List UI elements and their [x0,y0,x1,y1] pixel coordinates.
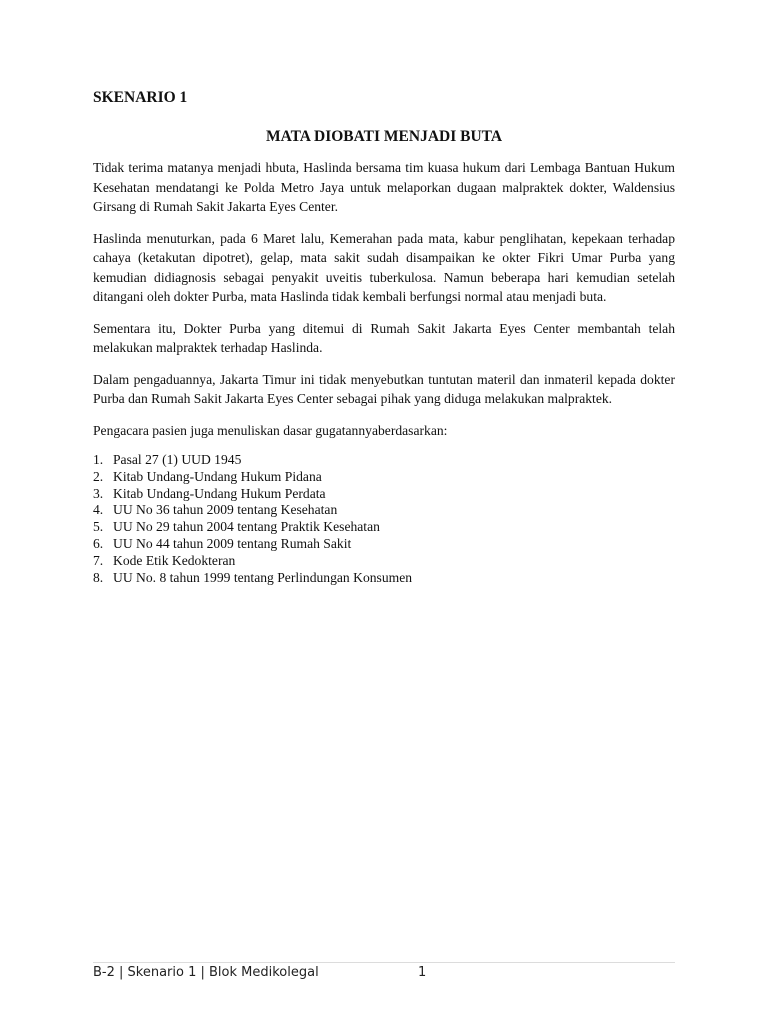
paragraph-3: Sementara itu, Dokter Purba yang ditemui di Rumah Sakit Jakarta Eyes Center membantah telah melakukan malpraktek terhadap Haslinda. [93,320,675,355]
list-item [93,469,675,486]
list-item-number: 5. [93,519,104,535]
list-item [93,452,675,469]
list-item [93,553,675,570]
list-item-number: 6. [93,535,104,551]
list-item [93,486,675,503]
list-item-number: 4. [93,502,104,518]
list-item [93,502,675,519]
list-item-text: Kitab Undang-Undang Hukum Perdata [113,485,326,501]
document-title: MATA DIOBATI MENJADI BUTA [265,128,503,145]
list-item-text: Kitab Undang-Undang Hukum Pidana [113,468,322,484]
paragraph-4: Dalam pengaduannya, Jakarta Timur ini tidak menyebutkan tuntutan materil dan inmateril kepada dokter Purba dan Rumah Sakit Jakarta Eyes Center sebagai pihak yang diduga melakukan malpraktek. [93,371,675,406]
page-footer [93,962,675,985]
list-item-number: 1. [93,452,104,467]
legal-basis-list [93,452,675,586]
list-item-number: 3. [93,485,104,501]
list-item-text: UU No. 8 tahun 1999 tentang Perlindungan Konsumen [113,569,413,585]
list-item-text: UU No 29 tahun 2004 tentang Praktik Kesehatan [113,519,380,535]
document-body [93,86,675,586]
list-item [93,536,675,553]
list-item-text: Kode Etik Kedokteran [113,552,236,568]
list-item-text: Pasal 27 (1) UUD 1945 [113,452,242,467]
list-item [93,519,675,536]
list-item-text: UU No 36 tahun 2009 tentang Kesehatan [113,502,338,518]
list-item-number: 8. [93,569,104,585]
list-item [93,570,675,587]
scenario-label: SKENARIO 1 [93,89,188,106]
list-item-text: UU No 44 tahun 2009 tentang Rumah Sakit [113,535,352,551]
page-number: 1 [418,965,427,980]
paragraph-2: Haslinda menuturkan, pada 6 Maret lalu, Kemerahan pada mata, kabur penglihatan, kepekaan terhadap cahaya (ketakutan dipotret), gelap, mata sakit sudah disampaikan ke okter Fikri Umar Purba yang kemudian didiagnosis sebagai penyakit uveitis tuberkulosa. Namun beberapa hari kemudian setelah ditangani oleh dokter Purba, mata Haslinda tidak kembali berfungsi normal atau menjadi buta. [93,230,675,304]
paragraph-1: Tidak terima matanya menjadi hbuta, Haslinda bersama tim kuasa hukum dari Lembaga Bantuan Hukum Kesehatan mendatangi ke Polda Metro Jaya untuk melaporkan dugaan malpraktek dokter, Waldensius Girsang di Rumah Sakit Jakarta Eyes Center. [93,160,675,214]
list-item-number: 2. [93,468,104,484]
paragraph-5: Pengacara pasien juga menuliskan dasar gugatannyaberdasarkan: [93,422,448,438]
list-item-number: 7. [93,552,104,568]
footer-text: B-2 | Skenario 1 | Blok Medikolegal [93,965,319,980]
